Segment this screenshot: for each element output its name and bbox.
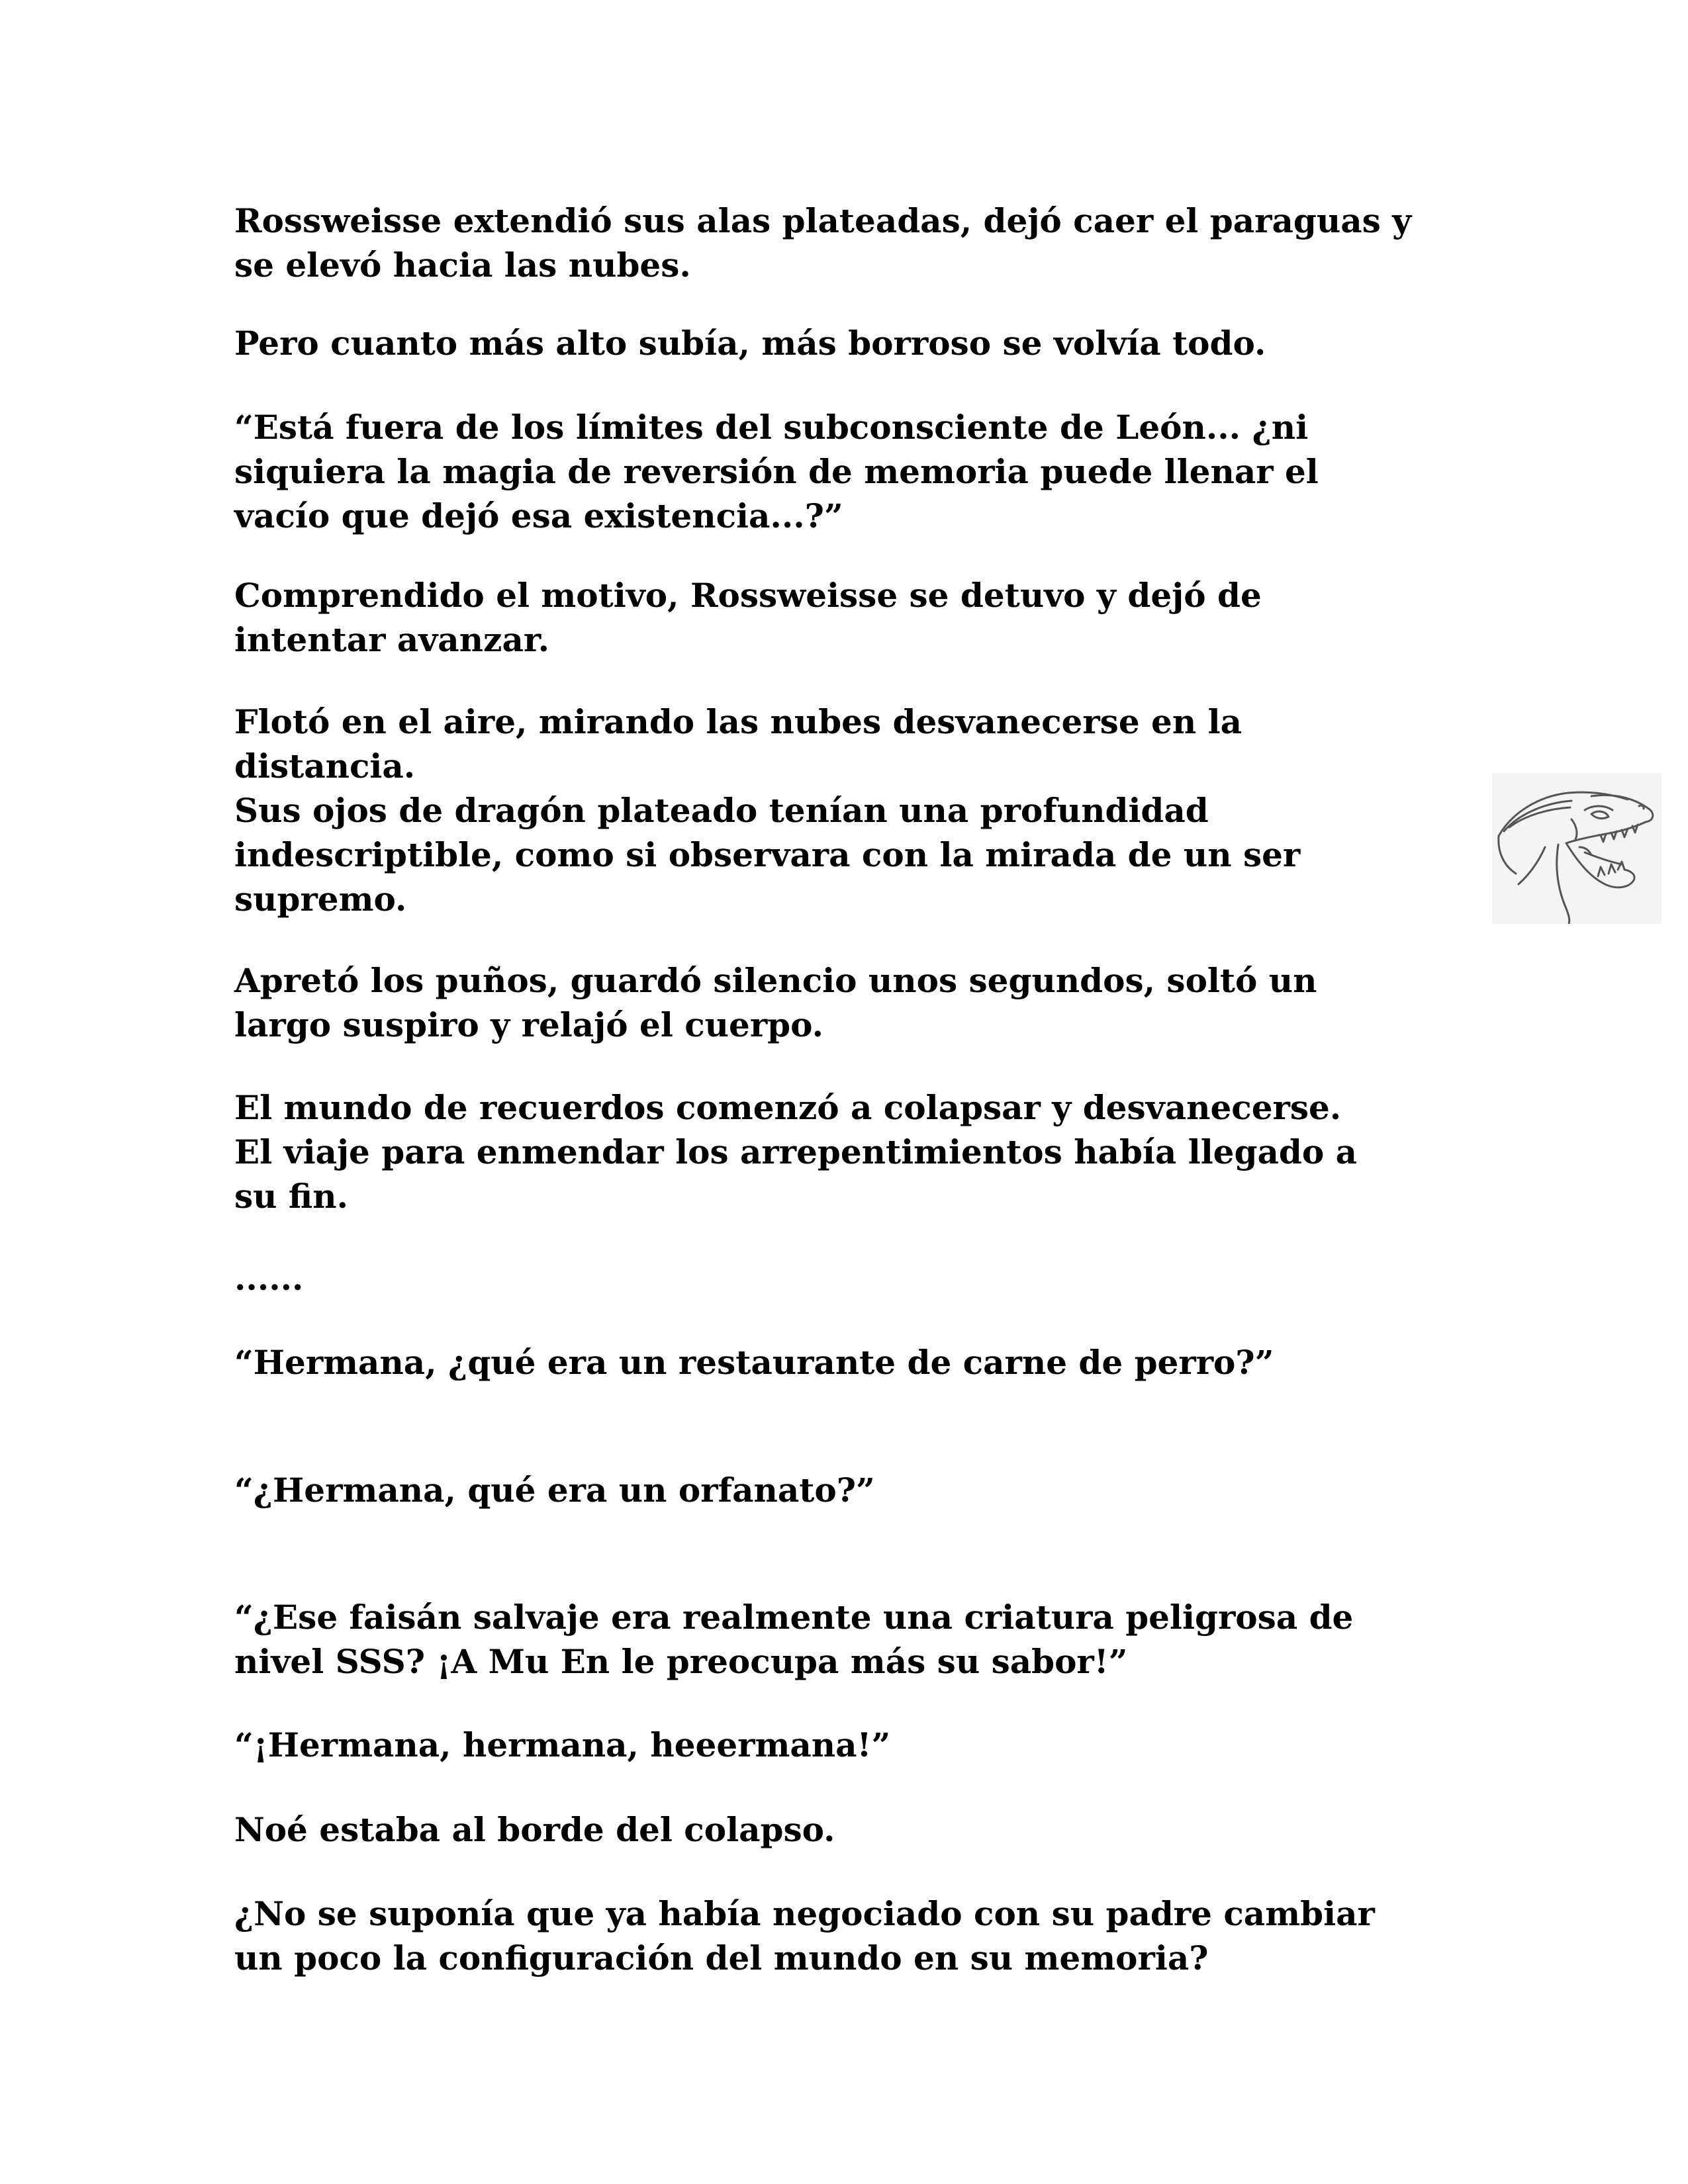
paragraph-9: “Hermana, ¿qué era un restaurante de carne de perro?” bbox=[234, 1343, 1274, 1382]
paragraph-5: Flotó en el aire, mirando las nubes desvanecerse en la distancia. Sus ojos de dragón plateado tenían una profundidad indescriptible, como si observara con la mirada de un ser supremo. bbox=[234, 702, 1301, 919]
paragraph-13: Noé estaba al borde del colapso. bbox=[234, 1810, 835, 1849]
paragraph-8: ...... bbox=[234, 1259, 304, 1298]
paragraph-12: “¡Hermana, hermana, heeermana!” bbox=[234, 1725, 891, 1764]
paragraph-4: Comprendido el motivo, Rossweisse se detuvo y dejó de intentar avanzar. bbox=[234, 576, 1262, 659]
paragraph-14: ¿No se suponía que ya había negociado con su padre cambiar un poco la configuración del mundo en su memoria? bbox=[234, 1894, 1375, 1978]
dinosaur-head-icon bbox=[1492, 773, 1662, 924]
paragraph-6: Apretó los puños, guardó silencio unos segundos, soltó un largo suspiro y relajó el cuerpo. bbox=[234, 961, 1317, 1044]
paragraph-2: Pero cuanto más alto subía, más borroso se volvía todo. bbox=[234, 324, 1266, 363]
paragraph-7: El mundo de recuerdos comenzó a colapsar y desvanecerse. El viaje para enmendar los arrepentimientos había llegado a su fin. bbox=[234, 1088, 1357, 1216]
paragraph-11: “¿Ese faisán salvaje era realmente una criatura peligrosa de nivel SSS? ¡A Mu En le preocupa más su sabor!” bbox=[234, 1598, 1354, 1681]
paragraph-3: “Está fuera de los límites del subconsciente de León... ¿ni siquiera la magia de reversión de memoria puede llenar el vacío que dejó esa existencia...?” bbox=[234, 408, 1319, 535]
paragraph-10: “¿Hermana, qué era un orfanato?” bbox=[234, 1471, 875, 1510]
paragraph-1: Rossweisse extendió sus alas plateadas, dejó caer el paraguas y se elevó hacia las nubes. bbox=[234, 201, 1412, 285]
